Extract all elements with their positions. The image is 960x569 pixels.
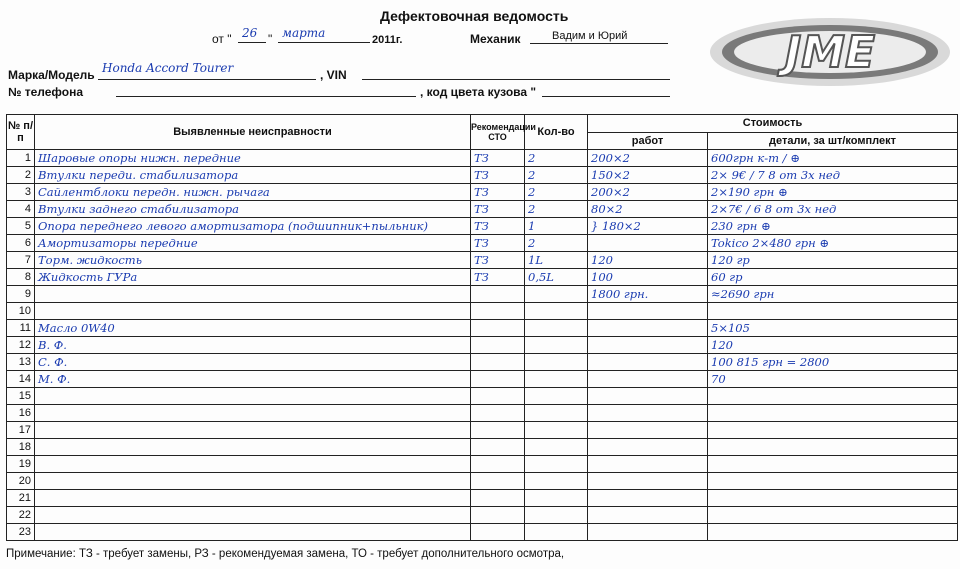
- quantity-cell: [525, 337, 588, 354]
- row-number: 1: [7, 150, 35, 167]
- recommendation-cell: [471, 388, 525, 405]
- recommendation-cell: [471, 507, 525, 524]
- recommendation-cell-text: ТЗ: [474, 184, 489, 199]
- row-number: 14: [7, 371, 35, 388]
- table-row: [7, 286, 958, 303]
- recommendation-cell: [471, 184, 525, 201]
- work-cost-cell-text: 80×2: [591, 201, 623, 216]
- table-row: [7, 167, 958, 184]
- issue-cell: [35, 252, 471, 269]
- table-row: [7, 184, 958, 201]
- parts-cost-cell-text: 60 гр: [711, 269, 743, 284]
- row-number: 10: [7, 303, 35, 320]
- table-row: [7, 337, 958, 354]
- work-cost-cell: [588, 303, 708, 320]
- work-cost-cell: [588, 507, 708, 524]
- parts-cost-cell-text: 2× 9€ / 7 8 от 3х нед: [711, 167, 840, 182]
- issue-cell: [35, 337, 471, 354]
- table-row: [7, 269, 958, 286]
- table-row: [7, 405, 958, 422]
- issue-cell: [35, 354, 471, 371]
- parts-cost-cell: [708, 252, 958, 269]
- issue-cell: [35, 507, 471, 524]
- issue-cell: [35, 405, 471, 422]
- parts-cost-cell: [708, 524, 958, 541]
- make-label: Марка/Модель: [8, 68, 95, 82]
- row-number: 4: [7, 201, 35, 218]
- issue-cell: [35, 269, 471, 286]
- issue-cell-text: Жидкость ГУРа: [38, 269, 138, 284]
- recommendation-cell-text: ТЗ: [474, 167, 489, 182]
- recommendation-cell: [471, 218, 525, 235]
- row-number: 15: [7, 388, 35, 405]
- issue-cell: [35, 524, 471, 541]
- table-row: [7, 354, 958, 371]
- issue-cell: [35, 167, 471, 184]
- issue-cell: [35, 286, 471, 303]
- row-number: 23: [7, 524, 35, 541]
- parts-cost-cell: [708, 235, 958, 252]
- row-number: 11: [7, 320, 35, 337]
- work-cost-cell: [588, 388, 708, 405]
- work-cost-cell: [588, 337, 708, 354]
- quantity-cell: [525, 201, 588, 218]
- row-number: 12: [7, 337, 35, 354]
- table-row: [7, 371, 958, 388]
- recommendation-cell: [471, 337, 525, 354]
- work-cost-cell-text: } 180×2: [591, 218, 641, 233]
- header-work: работ: [588, 132, 708, 150]
- table-row: [7, 201, 958, 218]
- date-month: марта: [282, 26, 326, 40]
- row-number: 21: [7, 490, 35, 507]
- row-number: 19: [7, 456, 35, 473]
- table-row: [7, 524, 958, 541]
- parts-cost-cell: [708, 422, 958, 439]
- parts-cost-cell: [708, 456, 958, 473]
- logo-text: JME: [784, 27, 876, 78]
- work-cost-cell: [588, 167, 708, 184]
- parts-cost-cell-text: 2×7€ / 6 8 от 3х нед: [711, 201, 837, 216]
- quantity-cell: [525, 167, 588, 184]
- work-cost-cell: [588, 371, 708, 388]
- color-code-label: , код цвета кузова ": [420, 85, 537, 99]
- recommendation-cell: [471, 439, 525, 456]
- date-mid: ": [268, 32, 273, 46]
- recommendation-cell: [471, 303, 525, 320]
- work-cost-cell: [588, 286, 708, 303]
- table-row: [7, 439, 958, 456]
- quantity-cell: [525, 507, 588, 524]
- quantity-cell: [525, 490, 588, 507]
- recommendation-cell: [471, 354, 525, 371]
- issue-cell: [35, 184, 471, 201]
- issue-cell: [35, 320, 471, 337]
- issue-cell: [35, 201, 471, 218]
- row-number: 20: [7, 473, 35, 490]
- issue-cell: [35, 371, 471, 388]
- work-cost-cell-text: 200×2: [591, 150, 630, 165]
- make-value: Honda Accord Tourer: [102, 61, 234, 75]
- work-cost-cell: [588, 201, 708, 218]
- issue-cell: [35, 218, 471, 235]
- recommendation-cell: [471, 456, 525, 473]
- parts-cost-cell: [708, 320, 958, 337]
- recommendation-cell: [471, 286, 525, 303]
- jme-logo: [702, 10, 950, 90]
- defect-table: [6, 114, 958, 541]
- quantity-cell-text: 2: [528, 235, 536, 250]
- quantity-cell: [525, 269, 588, 286]
- quantity-cell: [525, 218, 588, 235]
- parts-cost-cell-text: 100 815 грн = 2800: [711, 354, 830, 369]
- work-cost-cell-text: 120: [591, 252, 613, 267]
- mechanic-value: Вадим и Юрий: [552, 30, 628, 42]
- issue-cell: [35, 388, 471, 405]
- document-title: Дефектовочная ведомость: [380, 8, 569, 24]
- quantity-cell: [525, 456, 588, 473]
- quantity-cell: [525, 303, 588, 320]
- parts-cost-cell: [708, 371, 958, 388]
- work-cost-cell-text: 200×2: [591, 184, 630, 199]
- quantity-cell-text: 2: [528, 184, 536, 199]
- parts-cost-cell: [708, 354, 958, 371]
- table-row: [7, 303, 958, 320]
- footer-note: Примечание: ТЗ - требует замены, РЗ - рекомендуемая замена, ТО - требует дополнительного осмотра,: [6, 548, 565, 560]
- issue-cell: [35, 422, 471, 439]
- work-cost-cell: [588, 235, 708, 252]
- parts-cost-cell: [708, 490, 958, 507]
- issue-cell: [35, 490, 471, 507]
- quantity-cell: [525, 354, 588, 371]
- table-row: [7, 456, 958, 473]
- recommendation-cell: [471, 269, 525, 286]
- parts-cost-cell: [708, 269, 958, 286]
- work-cost-cell: [588, 218, 708, 235]
- recommendation-cell: [471, 150, 525, 167]
- quantity-cell: [525, 405, 588, 422]
- row-number: 5: [7, 218, 35, 235]
- work-cost-cell: [588, 473, 708, 490]
- parts-cost-cell: [708, 303, 958, 320]
- issue-cell-text: Торм. жидкость: [38, 252, 142, 267]
- header-num: № п/п: [7, 115, 35, 150]
- quantity-cell: [525, 524, 588, 541]
- quantity-cell: [525, 473, 588, 490]
- date-day: 26: [242, 26, 258, 40]
- parts-cost-cell: [708, 201, 958, 218]
- recommendation-cell: [471, 524, 525, 541]
- recommendation-cell-text: ТЗ: [474, 201, 489, 216]
- recommendation-cell: [471, 371, 525, 388]
- parts-cost-cell: [708, 286, 958, 303]
- issue-cell-text: Масло 0W40: [38, 320, 115, 335]
- table-row: [7, 150, 958, 167]
- parts-cost-cell: [708, 439, 958, 456]
- header-cost: Стоимость: [588, 115, 958, 133]
- row-number: 17: [7, 422, 35, 439]
- parts-cost-cell-text: 120: [711, 337, 733, 352]
- issue-cell-text: Амортизаторы передние: [38, 235, 198, 250]
- row-number: 3: [7, 184, 35, 201]
- recommendation-cell: [471, 252, 525, 269]
- table-row: [7, 507, 958, 524]
- row-number: 2: [7, 167, 35, 184]
- work-cost-cell: [588, 320, 708, 337]
- recommendation-cell: [471, 422, 525, 439]
- quantity-cell-text: 1L: [528, 252, 543, 267]
- parts-cost-cell: [708, 167, 958, 184]
- recommendation-cell: [471, 201, 525, 218]
- quantity-cell: [525, 150, 588, 167]
- quantity-cell: [525, 286, 588, 303]
- table-row: [7, 473, 958, 490]
- work-cost-cell: [588, 490, 708, 507]
- issue-cell-text: Втулки заднего стабилизатора: [38, 201, 239, 216]
- work-cost-cell: [588, 405, 708, 422]
- recommendation-cell-text: ТЗ: [474, 235, 489, 250]
- issue-cell: [35, 235, 471, 252]
- quantity-cell: [525, 422, 588, 439]
- quantity-cell: [525, 320, 588, 337]
- issue-cell: [35, 150, 471, 167]
- issue-cell-text: В. Ф.: [38, 337, 67, 352]
- quantity-cell: [525, 371, 588, 388]
- issue-cell: [35, 439, 471, 456]
- parts-cost-cell: [708, 337, 958, 354]
- table-row: [7, 320, 958, 337]
- phone-label: № телефона: [8, 85, 83, 99]
- row-number: 7: [7, 252, 35, 269]
- issue-cell-text: С. Ф.: [38, 354, 68, 369]
- row-number: 9: [7, 286, 35, 303]
- work-cost-cell: [588, 439, 708, 456]
- table-row: [7, 235, 958, 252]
- issue-cell-text: Втулки переди. стабилизатора: [38, 167, 239, 182]
- issue-cell-text: Сайлентблоки передн. нижн. рычага: [38, 184, 270, 199]
- header-parts: детали, за шт/комплект: [708, 132, 958, 150]
- parts-cost-cell: [708, 473, 958, 490]
- issue-cell: [35, 303, 471, 320]
- quantity-cell-text: 2: [528, 201, 536, 216]
- parts-cost-cell: [708, 388, 958, 405]
- work-cost-cell-text: 1800 грн.: [591, 286, 649, 301]
- parts-cost-cell-text: 230 грн ⊕: [711, 218, 771, 233]
- parts-cost-cell-text: Tokico 2×480 грн ⊕: [711, 235, 829, 250]
- quantity-cell: [525, 235, 588, 252]
- recommendation-cell-text: ТЗ: [474, 269, 489, 284]
- work-cost-cell: [588, 354, 708, 371]
- recommendation-cell: [471, 320, 525, 337]
- quantity-cell-text: 0,5L: [528, 269, 554, 284]
- quantity-cell: [525, 439, 588, 456]
- recommendation-cell-text: ТЗ: [474, 252, 489, 267]
- parts-cost-cell-text: 600грн к-т / ⊕: [711, 150, 800, 165]
- row-number: 8: [7, 269, 35, 286]
- issue-cell: [35, 473, 471, 490]
- issue-cell-text: М. Ф.: [38, 371, 71, 386]
- work-cost-cell: [588, 422, 708, 439]
- header-rec: Рекомендации СТО: [471, 115, 525, 150]
- header-qty: Кол-во: [525, 115, 588, 150]
- table-row: [7, 490, 958, 507]
- work-cost-cell: [588, 269, 708, 286]
- row-number: 18: [7, 439, 35, 456]
- recommendation-cell: [471, 235, 525, 252]
- quantity-cell: [525, 252, 588, 269]
- work-cost-cell: [588, 524, 708, 541]
- parts-cost-cell-text: 5×105: [711, 320, 750, 335]
- parts-cost-cell-text: 2×190 грн ⊕: [711, 184, 788, 199]
- recommendation-cell: [471, 490, 525, 507]
- issue-cell-text: Опора переднего левого амортизатора (подшипник+пыльник): [38, 218, 429, 233]
- work-cost-cell: [588, 252, 708, 269]
- date-year: 2011г.: [372, 34, 403, 46]
- quantity-cell: [525, 388, 588, 405]
- work-cost-cell: [588, 184, 708, 201]
- recommendation-cell: [471, 167, 525, 184]
- parts-cost-cell-text: ≈2690 грн: [711, 286, 775, 301]
- work-cost-cell: [588, 456, 708, 473]
- quantity-cell-text: 2: [528, 167, 536, 182]
- row-number: 6: [7, 235, 35, 252]
- recommendation-cell: [471, 405, 525, 422]
- issue-cell: [35, 456, 471, 473]
- work-cost-cell-text: 150×2: [591, 167, 630, 182]
- row-number: 16: [7, 405, 35, 422]
- parts-cost-cell: [708, 218, 958, 235]
- vin-label: , VIN: [320, 68, 347, 82]
- work-cost-cell: [588, 150, 708, 167]
- recommendation-cell-text: ТЗ: [474, 150, 489, 165]
- parts-cost-cell-text: 70: [711, 371, 726, 386]
- recommendation-cell: [471, 473, 525, 490]
- parts-cost-cell: [708, 405, 958, 422]
- quantity-cell-text: 2: [528, 150, 536, 165]
- work-cost-cell-text: 100: [591, 269, 613, 284]
- table-row: [7, 388, 958, 405]
- row-number: 22: [7, 507, 35, 524]
- header-issues: Выявленные неисправности: [35, 115, 471, 150]
- mechanic-label: Механик: [470, 32, 521, 46]
- quantity-cell-text: 1: [528, 218, 536, 233]
- table-row: [7, 252, 958, 269]
- parts-cost-cell: [708, 184, 958, 201]
- parts-cost-cell: [708, 507, 958, 524]
- row-number: 13: [7, 354, 35, 371]
- parts-cost-cell: [708, 150, 958, 167]
- table-row: [7, 422, 958, 439]
- recommendation-cell-text: ТЗ: [474, 218, 489, 233]
- parts-cost-cell-text: 120 гр: [711, 252, 750, 267]
- issue-cell-text: Шаровые опоры нижн. передние: [38, 150, 241, 165]
- table-row: [7, 218, 958, 235]
- date-prefix: от ": [212, 32, 232, 46]
- quantity-cell: [525, 184, 588, 201]
